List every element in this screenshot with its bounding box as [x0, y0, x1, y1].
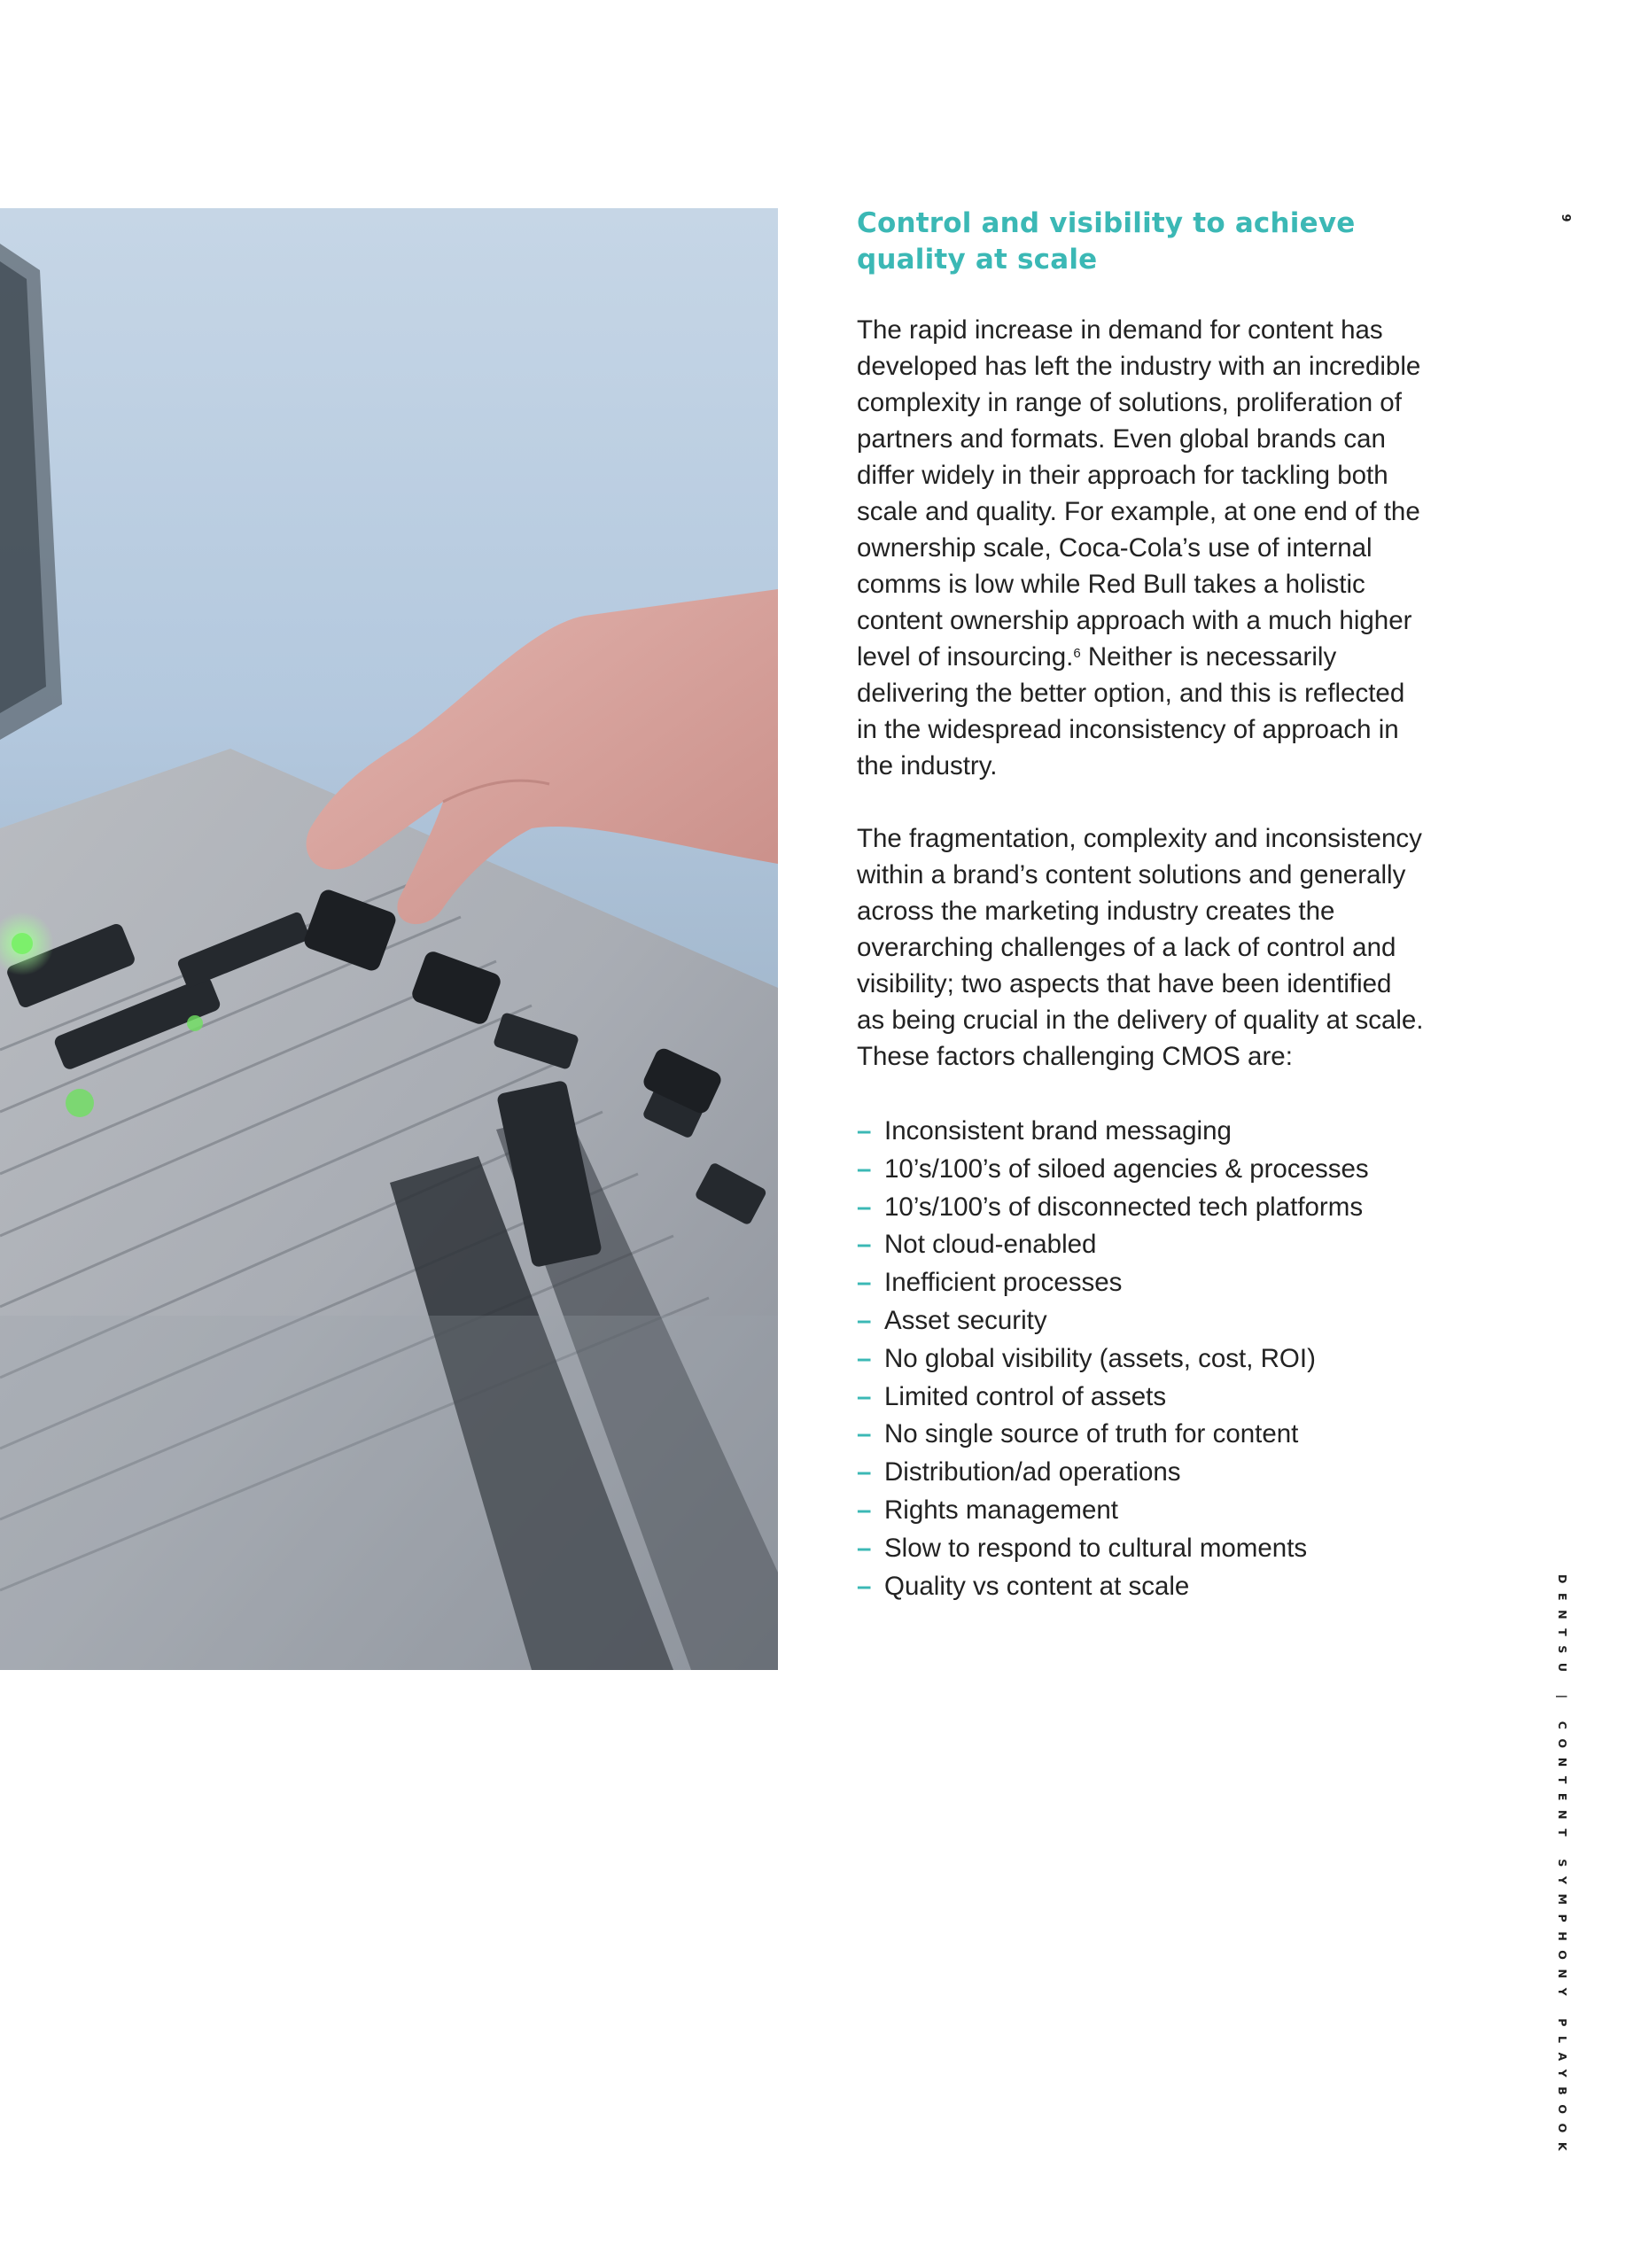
bullet-dash: –	[857, 1457, 872, 1487]
bullet-dash: –	[857, 1495, 872, 1525]
list-item	[857, 1264, 1424, 1302]
bullet-dash: –	[857, 1533, 872, 1563]
list-item	[857, 1492, 1424, 1530]
section-heading	[857, 206, 1424, 278]
section-heading-line-2: quality at scale	[857, 244, 1098, 276]
list-item	[857, 1113, 1424, 1151]
list-item	[857, 1454, 1424, 1492]
list-item	[857, 1416, 1424, 1454]
list-item-text: Slow to respond to cultural moments	[884, 1533, 1308, 1563]
list-item-text: Not cloud-enabled	[884, 1230, 1097, 1260]
list-item	[857, 1530, 1424, 1568]
list-item-text: Inefficient processes	[884, 1268, 1123, 1298]
bullet-dash: –	[857, 1343, 872, 1373]
list-item	[857, 1189, 1424, 1227]
list-item	[857, 1379, 1424, 1417]
list-item	[857, 1151, 1424, 1189]
bullet-dash: –	[857, 1419, 872, 1449]
challenges-paragraph: The fragmentation, complexity and inconsistency within a brand’s content solutions and generally across the marketing industry creates the overarching challenges of a lack of control and visibility; two aspects that have been identified as being crucial in the delivery of quality at scale. These factors challenging CMOS are:	[857, 824, 1424, 1071]
list-item	[857, 1568, 1424, 1606]
list-item-text: 10’s/100’s of siloed agencies & processes	[884, 1153, 1369, 1184]
page-number: 9	[1559, 214, 1572, 222]
intro-paragraph-continuation: Neither is necessarily delivering the better option, and this is reflected in the widespread inconsistency of approach in the industry.	[857, 642, 1405, 781]
list-item-text: Distribution/ad operations	[884, 1457, 1181, 1487]
bullet-dash: –	[857, 1230, 872, 1260]
running-title: DENTSU | CONTENT SYMPHONY PLAYBOOK	[1556, 1574, 1569, 2161]
bullet-dash: –	[857, 1305, 872, 1335]
mixing-console-photo	[0, 208, 778, 1670]
list-item-text: Inconsistent brand messaging	[884, 1116, 1232, 1146]
list-item	[857, 1302, 1424, 1340]
bullet-dash: –	[857, 1571, 872, 1601]
challenges-list	[857, 1113, 1424, 1605]
intro-paragraph	[857, 312, 1424, 784]
bullet-dash: –	[857, 1381, 872, 1411]
list-item	[857, 1340, 1424, 1379]
list-item-text: Asset security	[884, 1305, 1047, 1335]
list-item-text: 10’s/100’s of disconnected tech platforms	[884, 1192, 1364, 1222]
list-item-text: Rights management	[884, 1495, 1119, 1525]
bullet-dash: –	[857, 1116, 872, 1146]
bullet-dash: –	[857, 1268, 872, 1298]
footnote-reference[interactable]: 6	[1073, 646, 1081, 662]
bullet-dash: –	[857, 1153, 872, 1184]
list-item-text: Quality vs content at scale	[884, 1571, 1190, 1601]
article-body	[857, 206, 1424, 1605]
section-heading-line-1: Control and visibility to achieve	[857, 207, 1356, 239]
intro-paragraph-text: The rapid increase in demand for content has developed has left the industry with an incredible complexity in range of solutions, proliferation of partners and formats. Even global brands can differ widely in their approach for tackling both scale and quality. For example, at one end of the ownership scale, Coca-Cola’s use of internal comms is low while Red Bull takes a holistic content ownership approach with a much higher level of insourcing.	[857, 315, 1421, 672]
list-item	[857, 1226, 1424, 1264]
list-item-text: No global visibility (assets, cost, ROI)	[884, 1343, 1316, 1373]
list-item-text: No single source of truth for content	[884, 1419, 1299, 1449]
list-item-text: Limited control of assets	[884, 1381, 1167, 1411]
bullet-dash: –	[857, 1192, 872, 1222]
